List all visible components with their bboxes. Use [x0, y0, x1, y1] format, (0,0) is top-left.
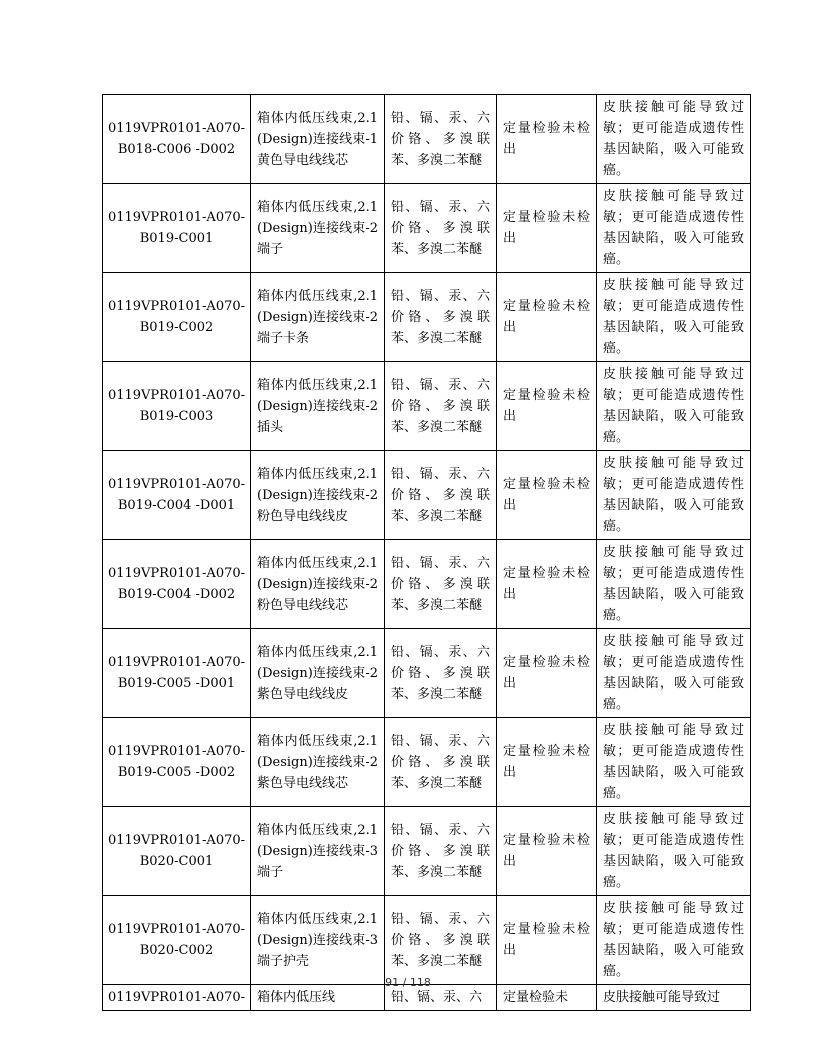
table-row — [103, 184, 751, 273]
substance-cell: 铅、镉、汞、六价铬、多溴联苯、多溴二苯醚 — [385, 273, 497, 362]
table-row — [103, 629, 751, 718]
health-effect-cell: 皮肤接触可能导致过敏；更可能造成遗传性基因缺陷，吸入可能致癌。 — [597, 184, 751, 273]
page-number: 91 / 118 — [385, 976, 431, 989]
part-description-cell: 箱体内低压线束,2.1 (Design)连接线束-3 端子护壳 — [251, 896, 385, 985]
table-row — [103, 896, 751, 985]
test-result-cell: 定量检验未 — [497, 985, 597, 1011]
test-result-cell: 定量检验未检出 — [497, 95, 597, 184]
test-result-cell: 定量检验未检出 — [497, 540, 597, 629]
part-description-cell: 箱体内低压线束,2.1 (Design)连接线束-2 粉色导电线线芯 — [251, 540, 385, 629]
table-row — [103, 718, 751, 807]
part-description-cell: 箱体内低压线束,2.1 (Design)连接线束-2 插头 — [251, 362, 385, 451]
health-effect-cell: 皮肤接触可能导致过敏；更可能造成遗传性基因缺陷，吸入可能致癌。 — [597, 540, 751, 629]
health-effect-cell: 皮肤接触可能导致过敏；更可能造成遗传性基因缺陷，吸入可能致癌。 — [597, 451, 751, 540]
table-row — [103, 451, 751, 540]
substance-cell: 铅、镉、汞、六价铬、多溴联苯、多溴二苯醚 — [385, 896, 497, 985]
substance-cell: 铅、镉、汞、六价铬、多溴联苯、多溴二苯醚 — [385, 718, 497, 807]
part-id-cell: 0119VPR0101-A070- — [103, 985, 251, 1011]
part-description-cell: 箱体内低压线束,2.1 (Design)连接线束-1 黄色导电线线芯 — [251, 95, 385, 184]
part-id-cell: 0119VPR0101-A070-B018-C006 -D002 — [103, 95, 251, 184]
substance-cell: 铅、镉、汞、六价铬、多溴联苯、多溴二苯醚 — [385, 362, 497, 451]
health-effect-cell: 皮肤接触可能导致过敏；更可能造成遗传性基因缺陷，吸入可能致癌。 — [597, 807, 751, 896]
part-description-cell: 箱体内低压线 — [251, 985, 385, 1011]
part-id-cell: 0119VPR0101-A070-B019-C005 -D002 — [103, 718, 251, 807]
table-row — [103, 540, 751, 629]
health-effect-cell: 皮肤接触可能导致过敏；更可能造成遗传性基因缺陷，吸入可能致癌。 — [597, 629, 751, 718]
part-description-cell: 箱体内低压线束,2.1 (Design)连接线束-2 端子 — [251, 184, 385, 273]
part-description-cell: 箱体内低压线束,2.1 (Design)连接线束-2 粉色导电线线皮 — [251, 451, 385, 540]
part-id-cell: 0119VPR0101-A070-B020-C001 — [103, 807, 251, 896]
substance-cell: 铅、镉、汞、六价铬、多溴联苯、多溴二苯醚 — [385, 95, 497, 184]
substance-cell: 铅、镉、汞、六 — [385, 985, 497, 1011]
part-id-cell: 0119VPR0101-A070-B019-C002 — [103, 273, 251, 362]
part-description-cell: 箱体内低压线束,2.1 (Design)连接线束-3 端子 — [251, 807, 385, 896]
substance-cell: 铅、镉、汞、六价铬、多溴联苯、多溴二苯醚 — [385, 629, 497, 718]
part-id-cell: 0119VPR0101-A070-B019-C001 — [103, 184, 251, 273]
test-result-cell: 定量检验未检出 — [497, 362, 597, 451]
health-effect-cell: 皮肤接触可能导致过 — [597, 985, 751, 1011]
report-table — [102, 94, 751, 1011]
part-id-cell: 0119VPR0101-A070-B019-C003 — [103, 362, 251, 451]
part-description-cell: 箱体内低压线束,2.1 (Design)连接线束-2 紫色导电线线皮 — [251, 629, 385, 718]
health-effect-cell: 皮肤接触可能导致过敏；更可能造成遗传性基因缺陷，吸入可能致癌。 — [597, 273, 751, 362]
part-id-cell: 0119VPR0101-A070-B019-C005 -D001 — [103, 629, 251, 718]
substance-cell: 铅、镉、汞、六价铬、多溴联苯、多溴二苯醚 — [385, 451, 497, 540]
part-id-cell: 0119VPR0101-A070-B019-C004 -D002 — [103, 540, 251, 629]
table-row — [103, 95, 751, 184]
test-result-cell: 定量检验未检出 — [497, 273, 597, 362]
table-row — [103, 807, 751, 896]
part-description-cell: 箱体内低压线束,2.1 (Design)连接线束-2 端子卡条 — [251, 273, 385, 362]
table-body — [103, 95, 751, 1011]
table-row — [103, 273, 751, 362]
part-id-cell: 0119VPR0101-A070-B019-C004 -D001 — [103, 451, 251, 540]
health-effect-cell: 皮肤接触可能导致过敏；更可能造成遗传性基因缺陷，吸入可能致癌。 — [597, 718, 751, 807]
health-effect-cell: 皮肤接触可能导致过敏；更可能造成遗传性基因缺陷，吸入可能致癌。 — [597, 95, 751, 184]
test-result-cell: 定量检验未检出 — [497, 896, 597, 985]
part-id-cell: 0119VPR0101-A070-B020-C002 — [103, 896, 251, 985]
test-result-cell: 定量检验未检出 — [497, 718, 597, 807]
health-effect-cell: 皮肤接触可能导致过敏；更可能造成遗传性基因缺陷，吸入可能致癌。 — [597, 896, 751, 985]
health-effect-cell: 皮肤接触可能导致过敏；更可能造成遗传性基因缺陷，吸入可能致癌。 — [597, 362, 751, 451]
test-result-cell: 定量检验未检出 — [497, 451, 597, 540]
test-result-cell: 定量检验未检出 — [497, 629, 597, 718]
substance-cell: 铅、镉、汞、六价铬、多溴联苯、多溴二苯醚 — [385, 184, 497, 273]
substance-cell: 铅、镉、汞、六价铬、多溴联苯、多溴二苯醚 — [385, 807, 497, 896]
test-result-cell: 定量检验未检出 — [497, 807, 597, 896]
part-description-cell: 箱体内低压线束,2.1 (Design)连接线束-2 紫色导电线线芯 — [251, 718, 385, 807]
test-result-cell: 定量检验未检出 — [497, 184, 597, 273]
substance-cell: 铅、镉、汞、六价铬、多溴联苯、多溴二苯醚 — [385, 540, 497, 629]
table-row — [103, 362, 751, 451]
